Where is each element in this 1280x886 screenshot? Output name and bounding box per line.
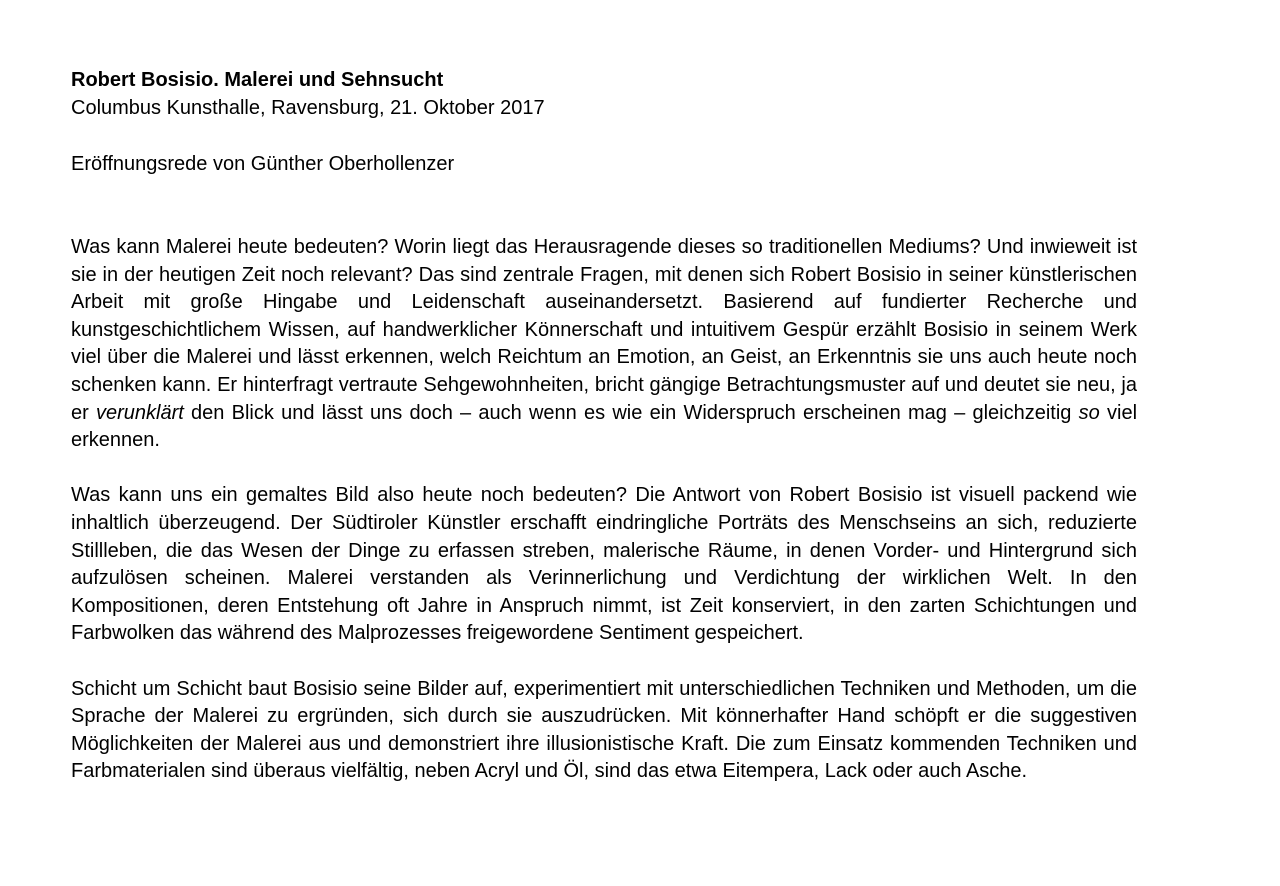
paragraph-2: Was kann uns ein gemaltes Bild also heute noch bedeuten? Die Antwort von Robert Bosisio ist visuell packend wie inhaltlich überzeugend. Der Südtiroler Künstler erschafft eindringliche Porträts des Menschseins an sich, reduzierte Stillleben, die das Wesen der Dinge zu erfassen streben, malerische Räume, in denen Vorder- und Hintergrund sich aufzulösen scheinen. Malerei verstanden als Verinnerlichung und Verdichtung der wirklichen Welt. In den Kompositionen, deren Entstehung oft Jahre in Anspruch nimmt, ist Zeit konserviert, in den zarten Schichtungen und Farbwolken das während des Malprozesses freigewordene Sentiment gespeichert. — [71, 484, 1137, 645]
venue-date-line: Columbus Kunsthalle, Ravensburg, 21. Oktober 2017 — [71, 97, 545, 119]
speaker-line: Eröffnungsrede von Günther Oberhollenzer — [71, 153, 455, 175]
document-page — [71, 66, 1137, 786]
paragraph-1-emphasis-so: so — [1078, 401, 1100, 424]
document-header — [71, 66, 1137, 178]
paragraph-1-text-c: viel erkennen. — [71, 401, 1138, 452]
paragraph-1-text-b: den Blick und lässt uns doch – auch wenn es wie ein Widerspruch erscheinen mag – gleichzeitig — [183, 401, 1079, 424]
paragraph-1-emphasis-verunklaert: verunklärt — [96, 401, 184, 424]
document-title: Robert Bosisio. Malerei und Sehnsucht — [71, 69, 444, 91]
paragraph-1-text-a: Was kann Malerei heute bedeuten? Worin liegt das Herausragende dieses so traditionellen Mediums? Und inwieweit ist sie in der heutigen Zeit noch relevant? Das sind zentrale Fragen, mit denen sich Robert Bosisio in seiner künstlerischen Arbeit mit große Hingabe und Leidenschaft auseinandersetzt. Basierend auf fundierter Recherche und kunstgeschichtlichem Wissen, auf handwerklicher Könnerschaft und intuitivem Gespür erzählt Bosisio in seinem Werk viel über die Malerei und lässt erkennen, welch Reichtum an Emotion, an Geist, an Erkenntnis sie uns auch heute noch schenken kann. Er hinterfragt vertraute Sehgewohnheiten, bricht gängige Betrachtungsmuster auf und deutet sie neu, ja er — [71, 236, 1137, 424]
paragraph-3: Schicht um Schicht baut Bosisio seine Bilder auf, experimentiert mit unterschiedlichen Techniken und Methoden, um die Sprache der Malerei zu ergründen, sich durch sie auszudrücken. Mit könnerhafter Hand schöpft er die suggestiven Möglichkeiten der Malerei aus und demonstriert ihre illusionistische Kraft. Die zum Einsatz kommenden Techniken und Farbmaterialen sind überaus vielfältig, neben Acryl und Öl, sind das etwa Eitempera, Lack oder auch Asche. — [71, 677, 1137, 783]
document-body — [71, 234, 1137, 786]
paragraph-1 — [71, 234, 1137, 455]
